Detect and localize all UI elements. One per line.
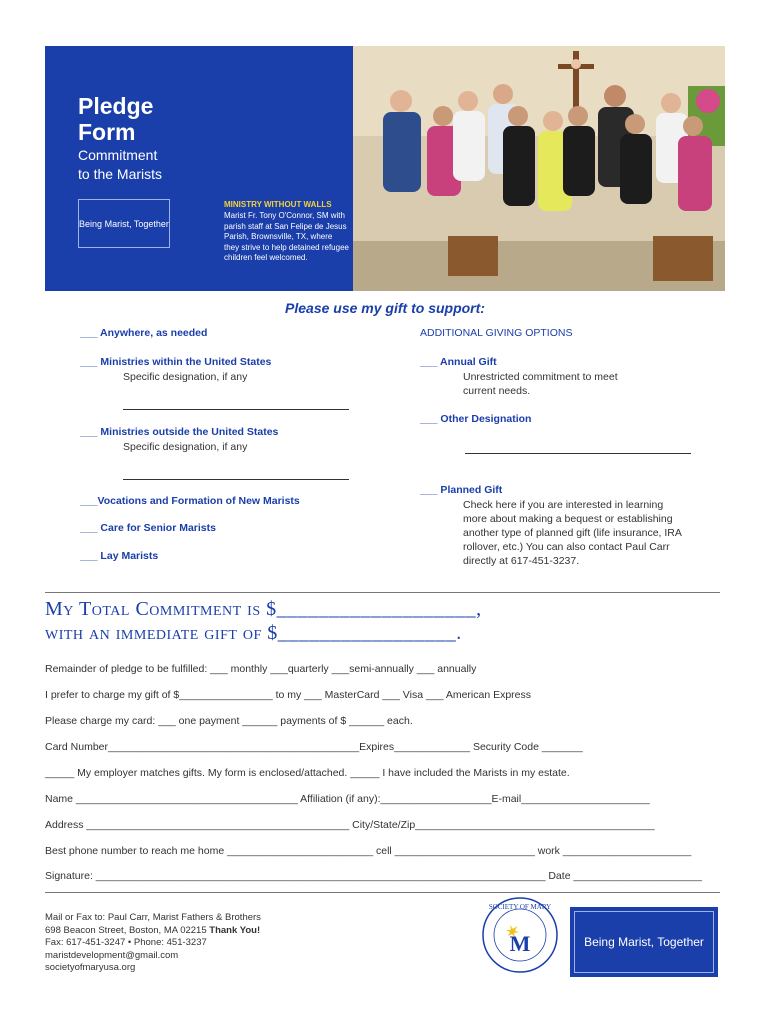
immediate-gift-line[interactable]: with an immediate gift of $_________________. <box>45 622 462 644</box>
planned-gift-line-2: more about making a bequest or establishing <box>463 513 673 525</box>
additional-giving-heading: ADDITIONAL GIVING OPTIONS <box>420 327 573 339</box>
card-payment-line[interactable]: Please charge my card: ___ one payment ______ payments of $ ______ each. <box>45 715 413 727</box>
designation-line-us[interactable] <box>123 409 349 410</box>
svg-text:M: M <box>509 931 531 956</box>
planned-gift-line-3: another type of planned gift (life insurance, IRA <box>463 527 682 539</box>
option-vocations[interactable]: ___Vocations and Formation of New Marists <box>80 495 300 507</box>
option-ministries-outside[interactable]: ___ Ministries outside the United States <box>80 426 279 438</box>
title-line-1: Pledge <box>78 93 154 119</box>
specific-designation-label-us: Specific designation, if any <box>123 371 248 383</box>
designation-line-outside[interactable] <box>123 479 349 480</box>
total-commitment-line[interactable]: My Total Commitment is $___________________, <box>45 598 482 620</box>
page-subtitle <box>78 146 162 184</box>
specific-designation-label-outside: Specific designation, if any <box>123 441 248 453</box>
mail-website[interactable]: societyofmaryusa.org <box>45 962 136 973</box>
option-other-designation[interactable]: ___ Other Designation <box>420 413 532 425</box>
mail-address-block <box>45 912 261 975</box>
page-title <box>78 93 153 145</box>
street-address: 698 Beacon Street, Boston, MA 02215 <box>45 924 210 936</box>
planned-gift-line-4: rollover, etc.) You can also contact Paul Carr <box>463 541 670 553</box>
phone-line[interactable]: Best phone number to reach me home _________________________ cell ________________________ work ______________________ <box>45 845 692 857</box>
option-planned-gift[interactable]: ___ Planned Gift <box>420 484 503 496</box>
footer-divider <box>45 892 720 893</box>
employer-match-line[interactable]: _____ My employer matches gifts. My form is enclosed/attached. _____ I have included the Marists in my estate. <box>45 767 570 779</box>
planned-gift-line-1: Check here if you are interested in learning <box>463 499 664 511</box>
thank-you: Thank You! <box>209 924 261 936</box>
signature-line[interactable]: Signature: _____________________________________________________________________________ Date ______________________ <box>45 870 702 882</box>
planned-gift-text <box>463 498 682 568</box>
card-number-line[interactable]: Card Number___________________________________________Expires_____________ Security Code _______ <box>45 741 583 753</box>
subtitle-line-2: to the Marists <box>78 166 163 182</box>
annual-gift-text-line-1: Unrestricted commitment to meet <box>463 371 618 383</box>
option-lay-marists[interactable]: ___ Lay Marists <box>80 550 159 562</box>
mail-line-1: Mail or Fax to: Paul Carr, Marist Fathers & Brothers <box>45 912 261 923</box>
option-senior-marists[interactable]: ___ Care for Senior Marists <box>80 522 216 534</box>
group-photo <box>353 46 725 291</box>
other-designation-line[interactable] <box>465 453 691 454</box>
subtitle-line-1: Commitment <box>78 147 158 163</box>
footer-badge-label: Being Marist, Together <box>574 911 714 973</box>
remainder-pledge-line[interactable]: Remainder of pledge to be fulfilled: ___ monthly ___quarterly ___semi-annually ___ annually <box>45 663 477 675</box>
being-marist-footer-badge <box>570 907 718 977</box>
address-line[interactable]: Address _____________________________________________ City/State/Zip_________________________________________ <box>45 819 655 831</box>
support-heading: Please use my gift to support: <box>285 300 485 316</box>
mail-email[interactable]: maristdevelopment@gmail.com <box>45 949 179 961</box>
section-divider <box>45 592 720 593</box>
charge-card-line[interactable]: I prefer to charge my gift of $________________ to my ___ MasterCard ___ Visa ___ American Express <box>45 689 532 701</box>
annual-gift-text-line-2: current needs. <box>463 385 531 397</box>
mail-line-2 <box>45 925 261 938</box>
planned-gift-line-5: directly at 617-451-3237. <box>463 555 580 567</box>
title-line-2: Form <box>78 119 136 145</box>
option-ministries-us[interactable]: ___ Ministries within the United States <box>80 356 272 368</box>
photo-caption-heading: MINISTRY WITHOUT WALLS <box>224 200 332 209</box>
mail-line-3: Fax: 617-451-3247 • Phone: 451-3237 <box>45 937 207 948</box>
photo-caption-text: Marist Fr. Tony O'Connor, SM with parish staff at San Felipe de Jesus Parish, Brownsville, TX, where they strive to help detained refugee children feel welcomed. <box>224 211 349 262</box>
name-line[interactable]: Name ______________________________________ Affiliation (if any):___________________E-mail______________________ <box>45 793 650 805</box>
option-annual-gift[interactable]: ___ Annual Gift <box>420 356 497 368</box>
option-anywhere[interactable]: ___ Anywhere, as needed <box>80 327 208 339</box>
society-of-mary-seal <box>480 895 560 975</box>
being-marist-badge: Being Marist, Together <box>78 199 170 248</box>
annual-gift-text <box>463 370 618 398</box>
svg-text:SOCIETY OF MARY: SOCIETY OF MARY <box>488 903 552 911</box>
